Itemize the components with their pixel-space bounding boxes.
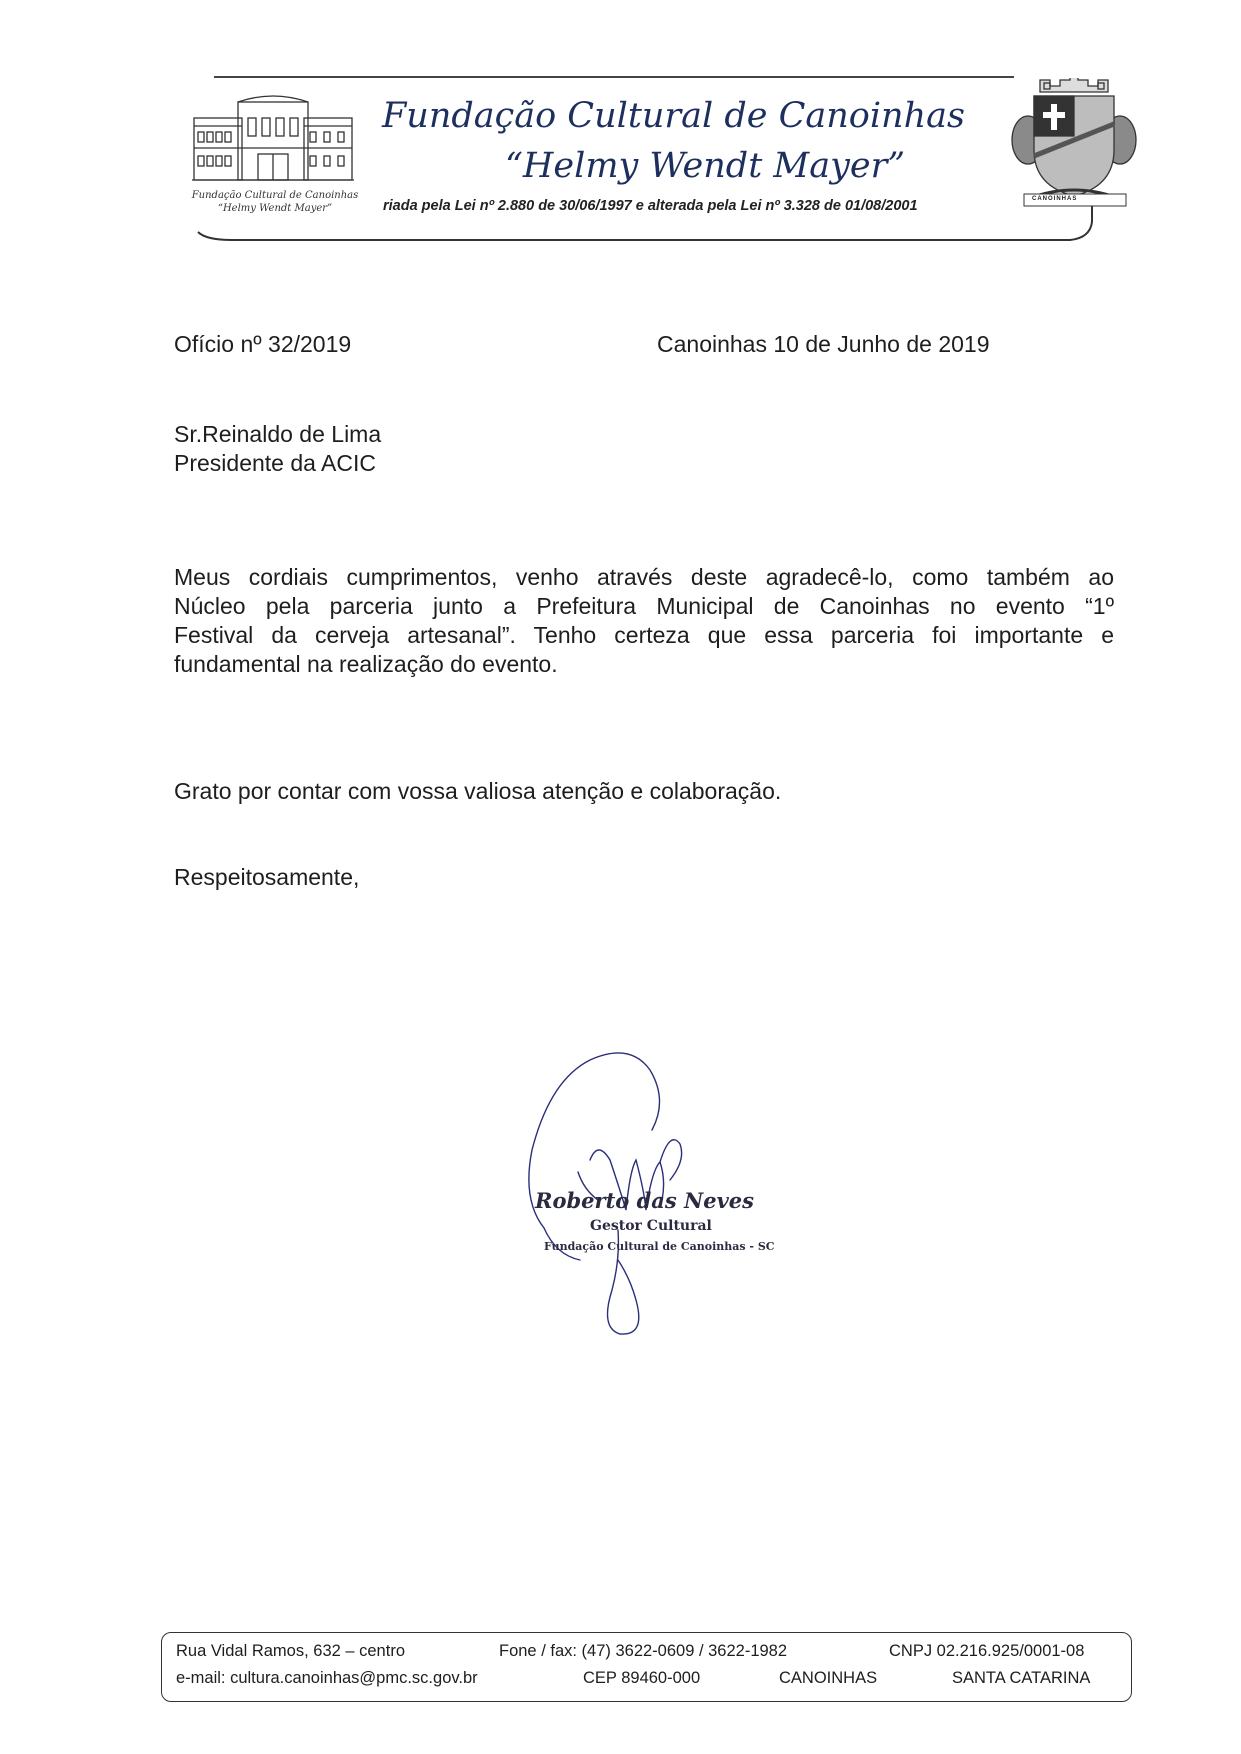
logo-caption-line2: “Helmy Wendt Mayer”: [217, 203, 333, 214]
paragraph-thanks: [174, 563, 1114, 679]
recipient-name: Sr.Reinaldo de Lima: [174, 421, 382, 447]
recipient-title: Presidente da ACIC: [174, 450, 377, 476]
footer-phone: Fone / fax: (47) 3622-0609 / 3622-1982: [499, 1642, 788, 1660]
organization-honoree: “Helmy Wendt Mayer”: [505, 146, 906, 186]
footer-address: Rua Vidal Ramos, 632 – centro: [176, 1642, 405, 1660]
footer-email: e-mail: cultura.canoinhas@pmc.sc.gov.br: [176, 1669, 478, 1687]
paragraph-line: Grato por contar com vossa valiosa atenção e colaboração.: [174, 778, 782, 804]
footer-state: SANTA CATARINA: [952, 1669, 1091, 1687]
stamp-name: Roberto das Neves: [535, 1188, 754, 1213]
paragraph-line: Festival da cerveja artesanal”. Tenho certeza que essa parceria foi importante e: [174, 622, 1114, 648]
coat-of-arms-icon: [1010, 78, 1138, 226]
organization-name: Fundação Cultural de Canoinhas: [382, 96, 965, 136]
footer-cep: CEP 89460-000: [583, 1669, 701, 1687]
paragraph-line: Núcleo pela parceria junto a Prefeitura Municipal de Canoinhas no evento “1º: [174, 593, 1114, 619]
footer-city: CANOINHAS: [779, 1669, 878, 1687]
stamp-role: Gestor Cultural: [590, 1218, 712, 1234]
building-logo-icon: [192, 88, 354, 188]
law-note: riada pela Lei nº 2.880 de 30/06/1997 e alterada pela Lei nº 3.328 de 01/08/2001: [383, 198, 918, 214]
coat-of-arms-label: CANOINHAS: [1032, 196, 1078, 202]
letter-date: Canoinhas 10 de Junho de 2019: [657, 331, 990, 357]
paragraph-line: Meus cordiais cumprimentos, venho através deste agradecê-lo, como também ao: [174, 564, 1114, 590]
paragraph-line: fundamental na realização do evento.: [174, 651, 558, 677]
letter-reference: Ofício nº 32/2019: [174, 331, 352, 357]
logo-caption-line1: Fundação Cultural de Canoinhas: [191, 190, 359, 201]
letter-closing: Respeitosamente,: [174, 864, 360, 890]
stamp-organization: Fundação Cultural de Canoinhas - SC: [544, 1240, 775, 1253]
paragraph-gratitude: [174, 777, 1114, 806]
footer-cnpj: CNPJ 02.216.925/0001-08: [889, 1642, 1085, 1660]
header-top-rule: [214, 76, 1014, 78]
footer-contact-box: [161, 1632, 1132, 1702]
